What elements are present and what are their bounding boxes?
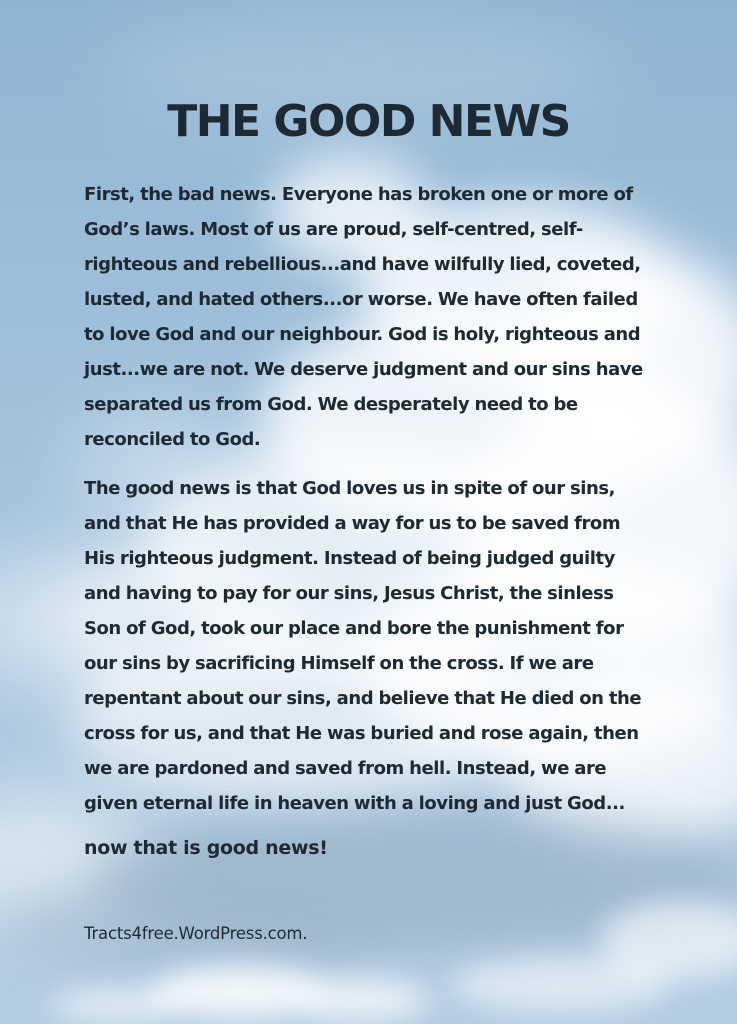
tract-title: THE GOOD NEWS xyxy=(167,96,570,147)
closing-line: now that is good news! xyxy=(84,837,328,859)
website-address: Tracts4free.WordPress.com. xyxy=(84,924,308,943)
good-news-paragraph: The good news is that God loves us in spite of our sins, and that He has provided a way for us to be saved from His righteous judgment. Instead of being judged guilty and having to pay for our sins, Jesus Christ, the sinless Son of God, took our place and bore the punishment for our sins by sacrificing Himself on the cross. If we are repentant about our sins, and believe that He died on the cross for us, and that He was buried and rose again, then we are pardoned and saved from hell. Instead, we are given eternal life in heaven with a loving and just God... xyxy=(84,478,642,814)
tract-body xyxy=(84,177,654,863)
bad-news-paragraph: First, the bad news. Everyone has broken one or more of God’s laws. Most of us are proud, self-centred, self-righteous and rebellious...and have wilfully lied, coveted, lusted, and hated others...or worse. We have often failed to love God and our neighbour. God is holy, righteous and just...we are not. We deserve judgment and our sins have separated us from God. We desperately need to be reconciled to God. xyxy=(84,184,643,450)
